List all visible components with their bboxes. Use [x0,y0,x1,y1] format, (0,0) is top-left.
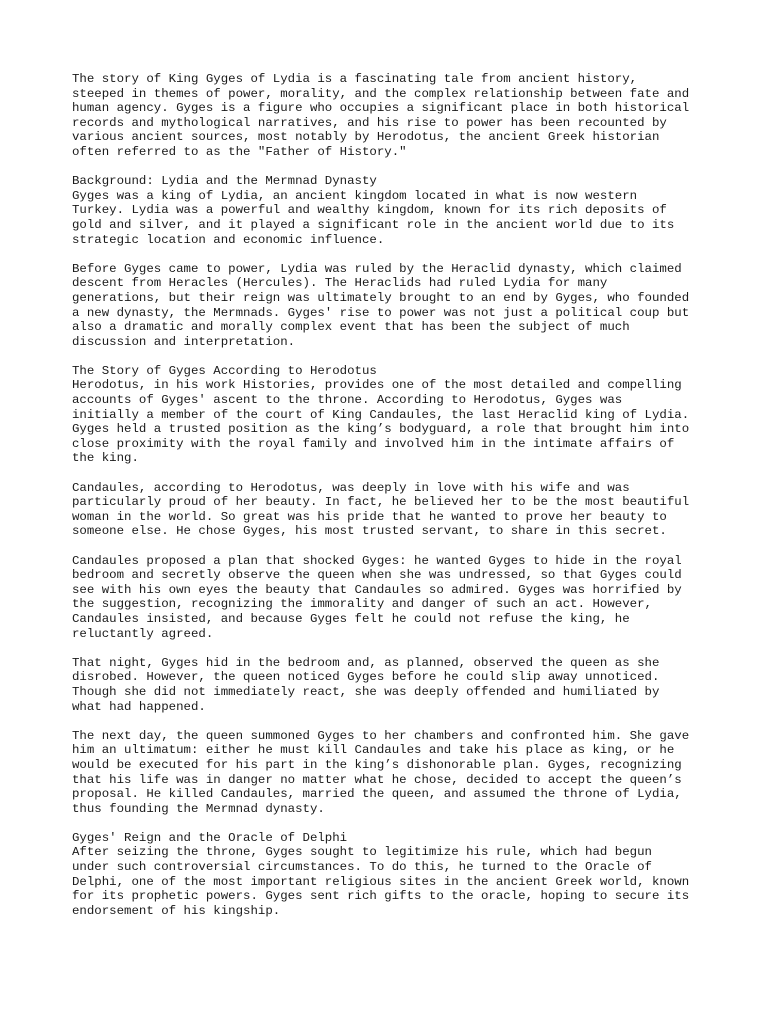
text-line: Herodotus, in his work Histories, provides one of the most detailed and compelling [72,378,682,393]
text-line: the suggestion, recognizing the immorality and danger of such an act. However, [72,597,652,612]
text-line: That night, Gyges hid in the bedroom and, as planned, observed the queen as she [72,655,660,670]
text-line: The story of King Gyges of Lydia is a fascinating tale from ancient history, [72,72,638,86]
text-line: also a dramatic and morally complex event that has been the subject of much [72,320,630,335]
text-line: Candaules insisted, and because Gyges felt he could not refuse the king, he [72,611,630,626]
text-line: Gyges' Reign and the Oracle of Delphi [72,830,348,845]
text-line: someone else. He chose Gyges, his most trusted servant, to share in this secret. [72,524,667,539]
text-line: thus founding the Mermnad dynasty. [72,801,325,816]
text-line: for its prophetic powers. Gyges sent rich gifts to the oracle, hoping to secure its [72,889,690,904]
paragraph [72,72,712,160]
text-line: close proximity with the royal family and involved him in the intimate affairs of [72,436,675,451]
text-line: The next day, the queen summoned Gyges to her chambers and confronted him. She gave [72,728,690,743]
text-line: Turkey. Lydia was a powerful and wealthy kingdom, known for its rich deposits of [72,203,667,218]
document-body [72,72,712,933]
paragraph [72,364,712,466]
text-line: him an ultimatum: either he must kill Candaules and take his place as king, or he [72,743,675,758]
text-line: Delphi, one of the most important religious sites in the ancient Greek world, known [72,874,690,889]
text-line: under such controversial circumstances. To do this, he turned to the Oracle of [72,860,652,875]
paragraph [72,831,712,919]
text-line: steeped in themes of power, morality, and the complex relationship between fate and [72,86,690,101]
text-line: reluctantly agreed. [72,626,214,641]
text-line: gold and silver, and it played a significant role in the ancient world due to its [72,217,675,232]
text-line: After seizing the throne, Gyges sought to legitimize his rule, which had begun [72,845,652,860]
text-line: accounts of Gyges' ascent to the throne. According to Herodotus, Gyges was [72,393,623,408]
text-line: descent from Heracles (Hercules). The Heraclids had ruled Lydia for many [72,276,608,291]
text-line: endorsement of his kingship. [72,903,281,918]
text-line: disrobed. However, the queen noticed Gyges before he could slip away unnoticed. [72,670,660,685]
paragraph [72,656,712,714]
text-line: proposal. He killed Candaules, married the queen, and assumed the throne of Lydia, [72,787,682,802]
text-line: see with his own eyes the beauty that Candaules so admired. Gyges was horrified by [72,582,682,597]
paragraph [72,554,712,642]
text-line: what had happened. [72,699,206,714]
text-line: Gyges was a king of Lydia, an ancient kingdom located in what is now western [72,188,638,203]
text-line: woman in the world. So great was his pride that he wanted to prove her beauty to [72,509,667,524]
text-line: Candaules, according to Herodotus, was deeply in love with his wife and was [72,480,630,495]
text-line: would be executed for his part in the king’s dishonorable plan. Gyges, recognizing [72,757,682,772]
text-line: discussion and interpretation. [72,334,296,349]
text-line: records and mythological narratives, and his rise to power has been recounted by [72,115,667,130]
paragraph [72,481,712,539]
text-line: a new dynasty, the Mermnads. Gyges' rise to power was not just a political coup but [72,305,690,320]
text-line: Though she did not immediately react, she was deeply offended and humiliated by [72,684,660,699]
paragraph [72,729,712,817]
text-line: the king. [72,451,139,466]
text-line: The Story of Gyges According to Herodotus [72,363,377,378]
paragraph [72,262,712,350]
text-line: generations, but their reign was ultimately brought to an end by Gyges, who founded [72,290,690,305]
paragraph [72,174,712,247]
text-line: that his life was in danger no matter what he chose, decided to accept the queen’s [72,772,682,787]
text-line: bedroom and secretly observe the queen when she was undressed, so that Gyges could [72,568,682,583]
text-line: Gyges held a trusted position as the king’s bodyguard, a role that brought him into [72,422,690,437]
text-line: strategic location and economic influence. [72,232,385,247]
text-line: often referred to as the "Father of History." [72,144,407,159]
text-line: Before Gyges came to power, Lydia was ruled by the Heraclid dynasty, which claimed [72,261,682,276]
text-line: particularly proud of her beauty. In fact, he believed her to be the most beautiful [72,495,690,510]
text-line: human agency. Gyges is a figure who occupies a significant place in both historical [72,101,690,116]
text-line: various ancient sources, most notably by Herodotus, the ancient Greek historian [72,130,660,145]
text-line: Background: Lydia and the Mermnad Dynasty [72,174,377,189]
text-line: initially a member of the court of King Candaules, the last Heraclid king of Lydia. [72,407,690,422]
text-line: Candaules proposed a plan that shocked Gyges: he wanted Gyges to hide in the royal [72,553,682,568]
